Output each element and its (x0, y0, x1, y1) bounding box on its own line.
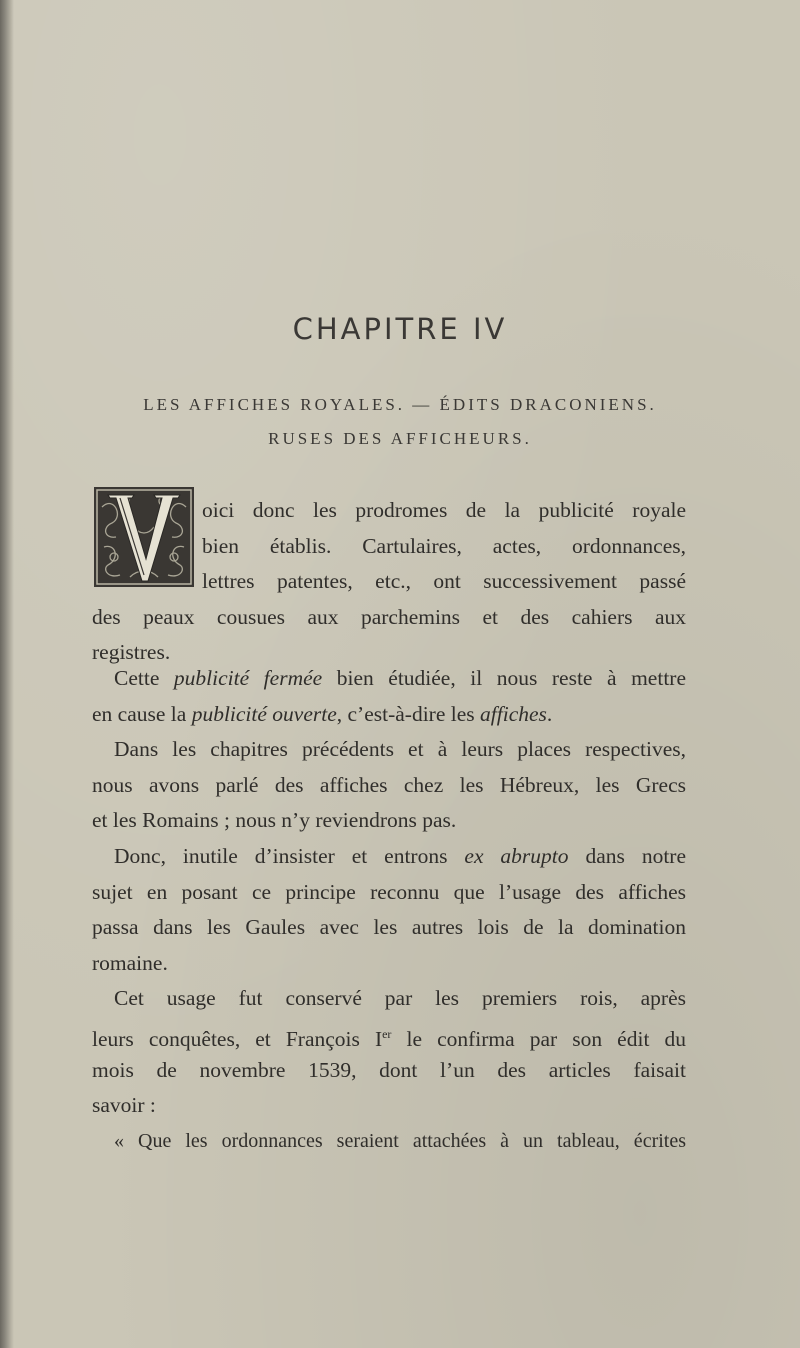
chapter-subtitle-line-2: RUSES DES AFFICHEURS. (268, 429, 532, 448)
text-line: bien établis. Cartulaires, actes, ordonnances, (202, 533, 686, 558)
text-line: Donc, inutile d’insister et entrons ex abrupto dans notre (114, 843, 686, 868)
text-line: oici donc les prodromes de la publicité royale (202, 498, 686, 522)
italic-phrase: publicité fermée (173, 666, 323, 690)
text-line: et les Romains ; nous n’y reviendrons pas. (92, 808, 457, 833)
paragraph-1 (92, 493, 686, 671)
text-line: Cette publicité fermée bien étudiée, il nous reste à mettre (114, 666, 687, 690)
page-spine-edge (0, 0, 14, 1348)
text-line: Dans les chapitres précédents et à leurs places respectives, (114, 737, 686, 762)
text-line: « Que les ordonnances seraient attachées à un tableau, écrites (114, 1129, 686, 1152)
text-line: mois de novembre 1539, dont l’un des articles faisait (92, 1057, 686, 1082)
text-line: sujet en posant ce principe reconnu que l’usage des affiches (92, 879, 686, 904)
text-line: leurs conquêtes, et François Ier le confirma par son édit du (92, 1026, 686, 1051)
body-paragraphs (92, 661, 686, 1159)
chapter-subtitle-line-1: LES AFFICHES ROYALES. — ÉDITS DRACONIENS. (143, 395, 657, 414)
italic-phrase: affiches (480, 701, 547, 726)
text-line: des peaux cousues aux parchemins et des cahiers aux (92, 604, 686, 629)
text-line: en cause la publicité ouverte, c’est-à-dire les affiches. (92, 701, 553, 726)
text-line: passa dans les Gaules avec les autres lois de la domination (92, 915, 686, 940)
text-line: registres. (92, 640, 171, 665)
text-line: romaine. (92, 950, 168, 975)
superscript: er (382, 1026, 392, 1041)
text-line: Cet usage fut conservé par les premiers rois, après (114, 986, 686, 1011)
text-line: lettres patentes, etc., ont successivement passé (202, 569, 686, 594)
italic-phrase: publicité ouverte (191, 701, 337, 726)
text-line: nous avons parlé des affiches chez les Hébreux, les Grecs (92, 772, 686, 797)
text-line: savoir : (92, 1093, 156, 1118)
chapter-title: CHAPITRE IV (292, 312, 508, 346)
italic-phrase: ex abrupto (464, 843, 569, 868)
